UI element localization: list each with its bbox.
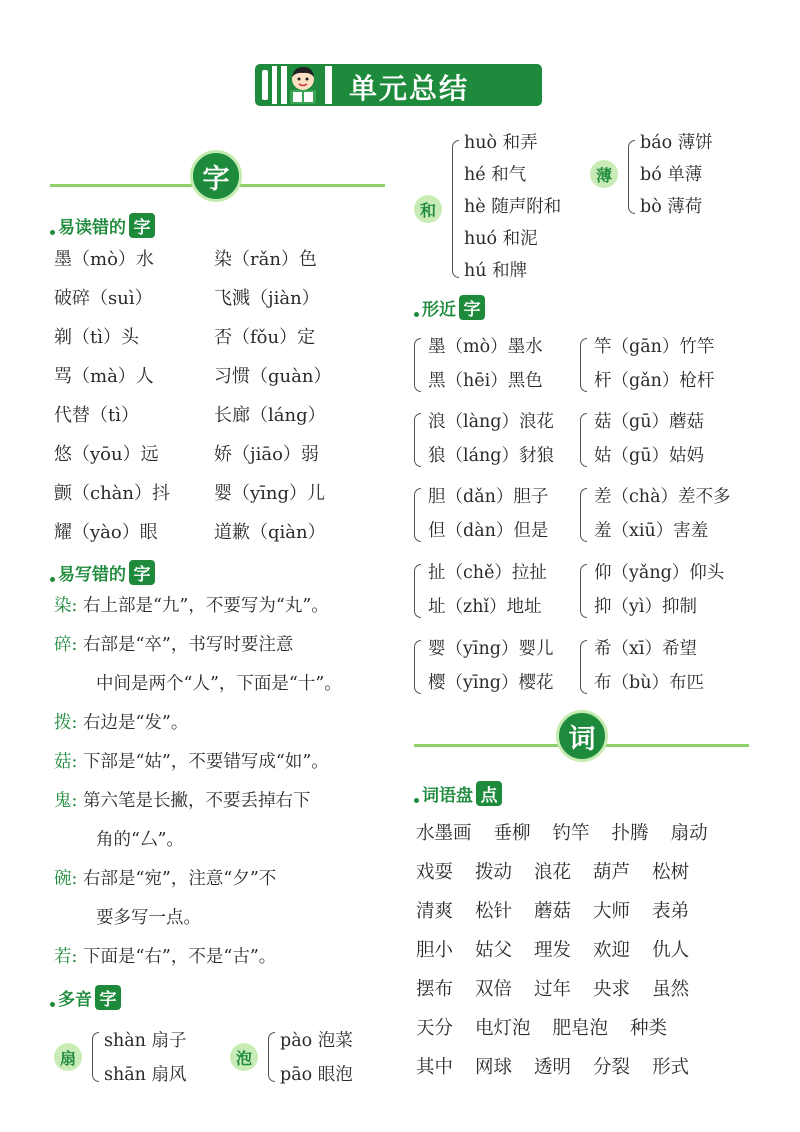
list-item: 破碎（suì） [54,288,153,309]
word-row [416,970,796,1009]
note-key: 拨: [54,713,78,733]
note-text: 中间是两个“人”，下面是“十”。 [96,674,342,694]
word-row [416,1048,796,1087]
word: 透明 [534,1057,572,1078]
list-item: bó 单薄 [640,165,703,185]
word: 央求 [593,979,631,1000]
word-row [416,892,796,931]
brace [580,488,587,542]
tag-easy-read [50,212,155,238]
list-item: 代替（tì） [54,405,139,426]
xingjin-right [594,330,714,398]
page-title: 单元总结 [349,72,470,105]
list-item: pāo 眼泡 [280,1065,353,1085]
word: 表弟 [652,901,690,922]
polyphone-char: 和 [414,195,442,223]
word: 垂柳 [493,823,531,844]
tag-text: 多音 [58,989,92,1010]
xingjin-right [594,405,704,473]
note-line [54,626,394,665]
list-item: 羞（xiū）害羞 [594,521,709,541]
tag-ciyu [414,780,502,806]
word: 天分 [416,1018,454,1039]
tag-box: 字 [129,213,155,238]
word: 胆小 [416,940,454,961]
list-item: 姑（gū）姑妈 [594,446,704,466]
list-item: 狼（láng）豺狼 [428,446,555,466]
note-text: 右上部是“九”，不要写为“丸”。 [82,596,329,616]
list-item: 抑（yì）抑制 [594,597,697,617]
word-row [416,853,796,892]
note-key: 染: [54,596,78,616]
list-item: 黑（hēi）黑色 [428,371,543,391]
word: 网球 [475,1057,513,1078]
note-line [54,665,394,704]
list-item: 飞溅（jiàn） [214,288,320,309]
word: 欢迎 [593,940,631,961]
xingjin-right [594,480,731,548]
banner-decoration [325,66,332,104]
list-item: 墨（mò）水 [54,249,154,270]
banner-decoration [272,66,277,104]
tag-box: 字 [129,560,155,585]
xingjin-left [428,330,543,398]
list-item: báo 薄饼 [640,133,713,153]
list-item: 浪（làng）浪花 [428,412,555,432]
word: 仇人 [652,940,690,961]
list-item: huó 和泥 [464,229,538,249]
word: 双倍 [475,979,513,1000]
list-item: 骂（mà）人 [54,366,154,387]
list-item: 希（xī）希望 [594,639,697,659]
list-item: 习惯（guàn） [214,366,332,387]
list-item: 染（rǎn）色 [214,249,317,270]
tag-box: 字 [95,985,121,1010]
note-line [54,899,394,938]
polyphone-items [640,127,713,223]
brace [414,413,421,467]
list-item: 址（zhǐ）地址 [428,597,542,617]
xingjin-left [428,405,554,473]
note-key: 若: [54,947,78,967]
brace [92,1032,99,1082]
word-row [416,931,796,970]
word: 过年 [534,979,572,1000]
word: 扇动 [670,823,708,844]
tag-box: 点 [476,781,502,806]
list-item: pào 泡菜 [280,1031,353,1051]
note-key: 菇: [54,752,78,772]
section-header-ci [414,710,749,766]
section-circle: 字 [190,150,242,202]
note-line [54,821,394,860]
list-item: 悠（yōu）远 [54,444,159,465]
tag-text: 易读错的 [58,217,126,238]
tag-dot [50,230,55,235]
list-item: 胆（dǎn）胆子 [428,487,549,507]
note-text: 右部是“卒”，书写时要注意 [82,635,294,655]
word: 其中 [416,1057,454,1078]
reading-boy-icon [286,65,320,105]
word: 电灯泡 [475,1018,531,1039]
word: 葫芦 [593,862,631,883]
brace [414,488,421,542]
list-item: hé 和气 [464,165,527,185]
section-header-zi [50,150,385,206]
note-line [54,587,394,626]
xingjin-left [428,556,547,624]
tag-dot [50,1002,55,1007]
polyphone-items [464,127,561,287]
word: 松树 [652,862,690,883]
list-item: shān 扇风 [104,1065,187,1085]
tag-dot [414,312,419,317]
list-item: 扯（chě）拉扯 [428,563,547,583]
list-item: 剃（tì）头 [54,327,139,348]
word: 理发 [534,940,572,961]
brace [414,338,421,392]
brace [268,1032,275,1082]
note-key: 碎: [54,635,78,655]
brace [628,140,635,214]
section-circle: 词 [556,710,608,762]
write-notes [54,587,394,977]
list-item: 差（chà）差不多 [594,487,731,507]
note-text: 下部是“姑”，不要错写成“如”。 [82,752,329,772]
list-item: 长廊（láng） [214,405,326,426]
note-text: 下面是“右”，不是“古”。 [82,947,277,967]
note-text: 右边是“发”。 [82,713,189,733]
polyphone-char: 泡 [230,1043,258,1071]
xingjin-right [594,632,704,700]
word: 大师 [593,901,631,922]
xingjin-left [428,632,553,700]
list-item: 否（fǒu）定 [214,327,316,348]
brace [580,640,587,694]
xingjin-left [428,480,548,548]
note-line [54,860,394,899]
list-item: bò 薄荷 [640,197,703,217]
list-item: 道歉（qiàn） [214,522,326,543]
tag-xingjin [414,294,485,320]
polyphone-items [280,1024,353,1092]
tag-dot [50,577,55,582]
note-key: 碗: [54,869,78,889]
note-key: 鬼: [54,791,78,811]
list-item: 耀（yào）眼 [54,522,158,543]
brace [580,413,587,467]
brace [414,640,421,694]
word: 扑腾 [611,823,649,844]
word: 种类 [630,1018,668,1039]
brace [580,564,587,618]
brace [414,564,421,618]
word: 钓竿 [552,823,590,844]
brace [452,140,459,278]
word-row [416,1009,796,1048]
list-item: 婴（yīng）婴儿 [428,639,554,659]
polyphone-char: 薄 [590,160,618,188]
tag-text: 形近 [422,299,456,320]
word: 虽然 [652,979,690,1000]
word: 形式 [652,1057,690,1078]
list-item: huò 和弄 [464,133,538,153]
word: 戏耍 [416,862,454,883]
polyphone-items [104,1024,187,1092]
note-line [54,704,394,743]
list-item: hè 随声附和 [464,197,562,217]
xingjin-right [594,556,724,624]
word-row [416,814,796,853]
read-list-left [54,240,170,552]
word: 浪花 [534,862,572,883]
tag-duoyin [50,984,121,1010]
word-list [416,814,796,1087]
brace [580,338,587,392]
list-item: 仰（yǎng）仰头 [594,563,725,583]
list-item: shàn 扇子 [104,1031,187,1051]
list-item: 菇（gū）蘑菇 [594,412,704,432]
tag-text: 易写错的 [58,564,126,585]
title-banner [255,64,542,106]
list-item: 杆（gǎn）枪杆 [594,371,715,391]
note-text: 第六笔是长撇，不要丢掉右下 [82,791,311,811]
word: 水墨画 [416,823,472,844]
word: 清爽 [416,901,454,922]
list-item: 颤（chàn）抖 [54,483,170,504]
read-list-right [214,240,331,552]
banner-decoration [262,70,268,100]
tag-text: 词语盘 [422,785,473,806]
note-line [54,743,394,782]
list-item: 婴（yīng）儿 [214,483,326,504]
list-item: 但（dàn）但是 [428,521,549,541]
list-item: 竿（gān）竹竿 [594,337,715,357]
word: 肥皂泡 [552,1018,609,1039]
note-line [54,782,394,821]
note-text: 右部是“宛”，注意“夕”不 [82,869,277,889]
tag-box: 字 [459,295,485,320]
tag-easy-write [50,559,155,585]
list-item: hú 和牌 [464,261,528,281]
list-item: 樱（yīng）樱花 [428,673,554,693]
word: 蘑菇 [534,901,572,922]
list-item: 布（bù）布匹 [594,673,704,693]
word: 姑父 [475,940,513,961]
word: 摆布 [416,979,454,1000]
word: 拨动 [475,862,513,883]
note-text: 要多写一点。 [96,908,201,928]
word: 松针 [475,901,513,922]
note-text: 角的“厶”。 [96,830,184,850]
polyphone-char: 扇 [54,1043,82,1071]
list-item: 墨（mò）墨水 [428,337,543,357]
word: 分裂 [593,1057,631,1078]
tag-dot [414,798,419,803]
list-item: 娇（jiāo）弱 [214,444,319,465]
note-line [54,938,394,977]
